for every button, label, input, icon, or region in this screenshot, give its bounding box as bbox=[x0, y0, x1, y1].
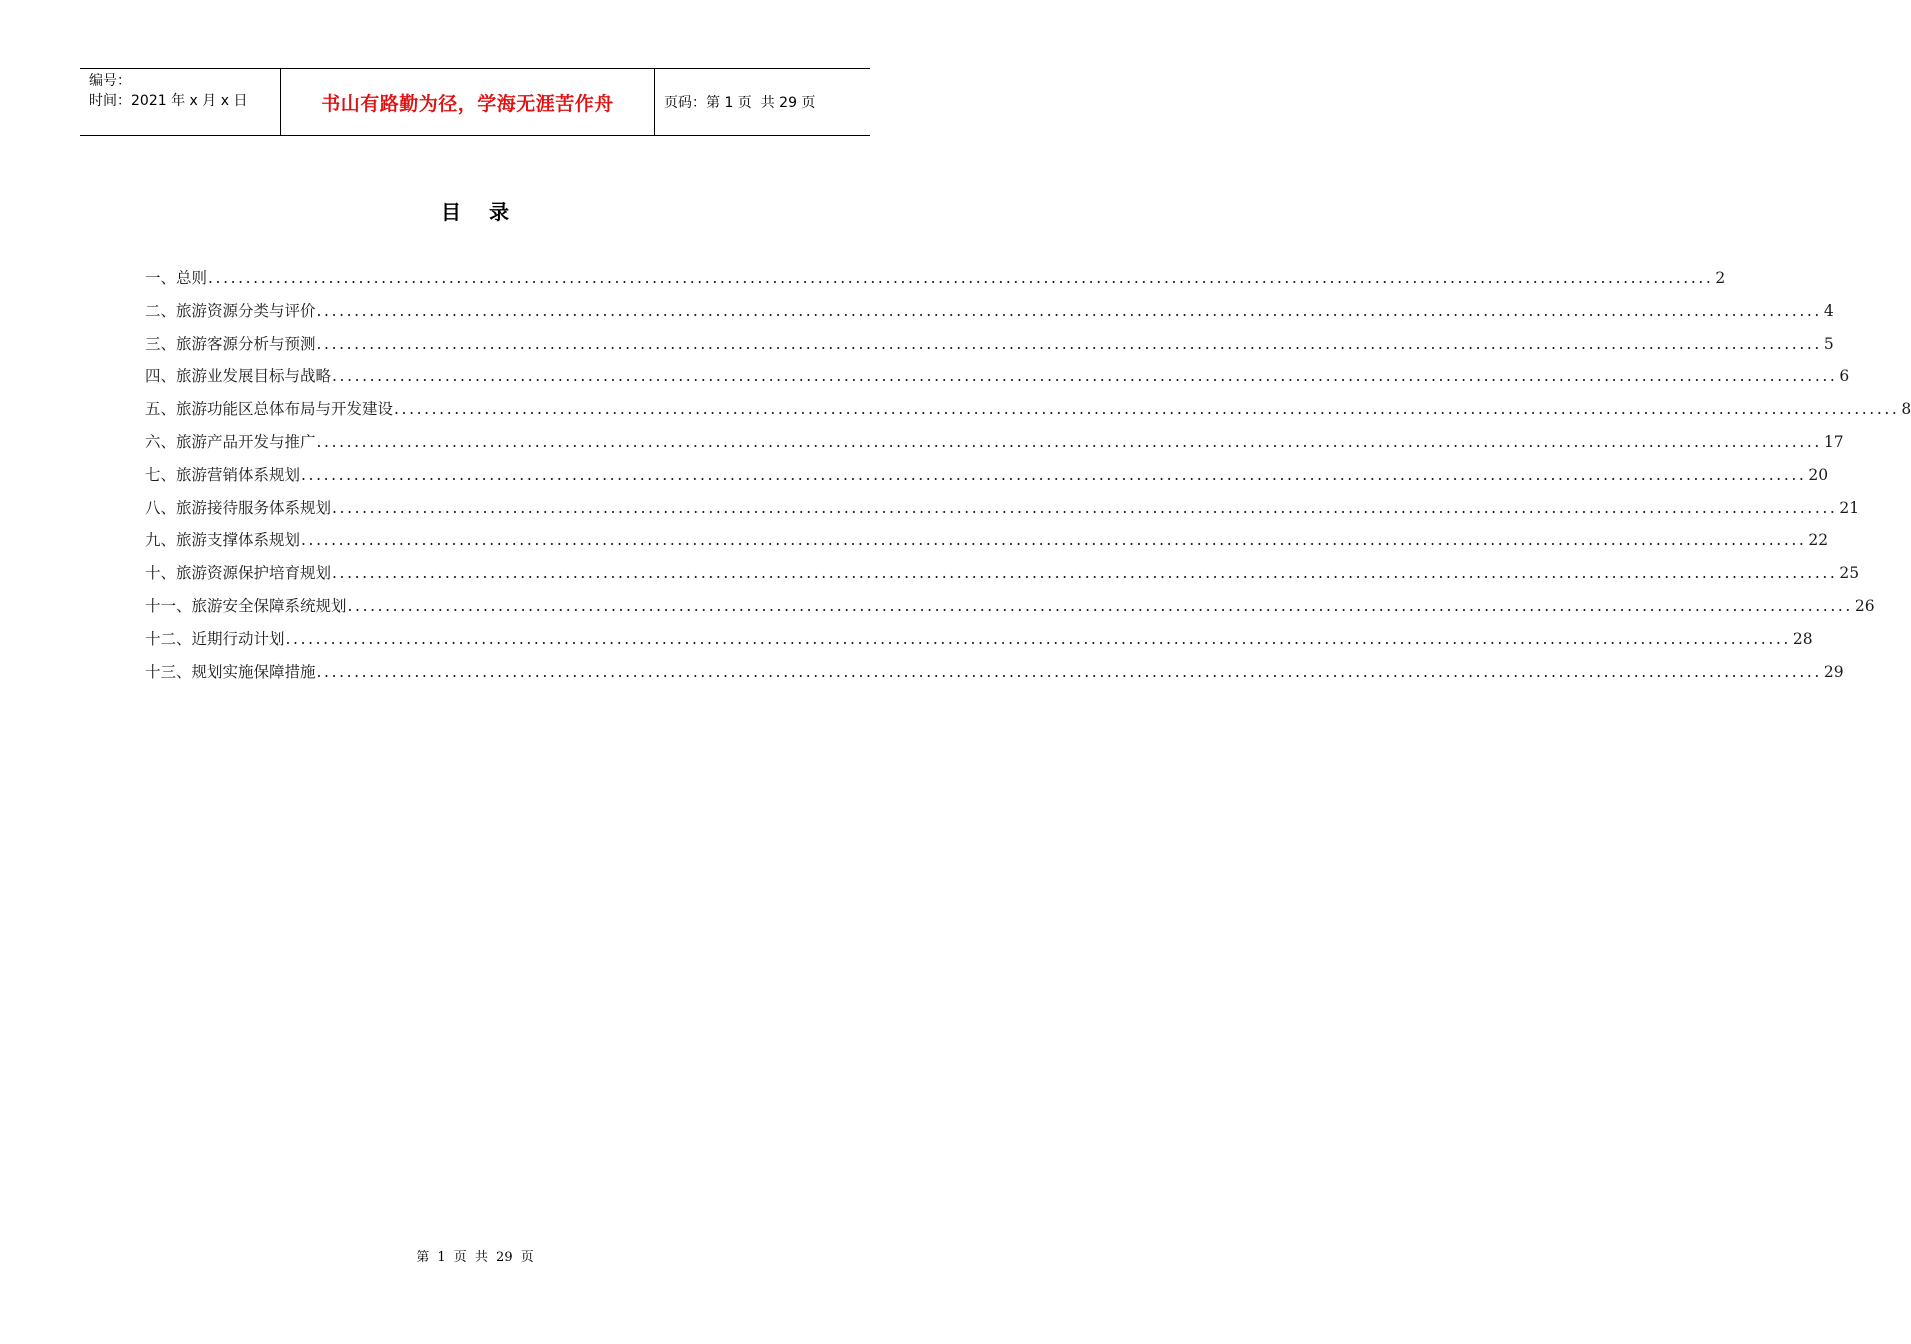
toc-entry[interactable] bbox=[145, 332, 1834, 365]
toc-dot-leader: ........................................................................................................................................................................................................ bbox=[301, 465, 1807, 484]
toc-dot-leader: ........................................................................................................................................................................................................ bbox=[332, 498, 1838, 517]
toc-entry-page: 5 bbox=[1823, 334, 1834, 353]
toc-dot-leader: ........................................................................................................................................................................................................ bbox=[316, 432, 1822, 451]
toc-entry-page: 6 bbox=[1839, 367, 1850, 386]
toc-entry-label: 八、旅游接待服务体系规划 bbox=[145, 498, 332, 517]
toc-entry-page: 20 bbox=[1808, 465, 1829, 484]
toc-entry[interactable] bbox=[145, 561, 1860, 594]
toc-dot-leader: ........................................................................................................................................................................................................ bbox=[347, 596, 1853, 615]
toc-entry-label: 一、总则 bbox=[145, 269, 208, 287]
toc-entry-label: 五、旅游功能区总体布局与开发建设 bbox=[145, 400, 394, 419]
toc-entry[interactable] bbox=[145, 463, 1829, 496]
toc-entry[interactable] bbox=[145, 266, 1726, 299]
toc-entry[interactable] bbox=[145, 627, 1813, 660]
toc-entry-label: 六、旅游产品开发与推广 bbox=[145, 432, 316, 451]
toc-dot-leader: ........................................................................................................................................................................................................ bbox=[394, 400, 1900, 419]
toc-dot-leader: ........................................................................................................................................................................................................ bbox=[316, 334, 1822, 353]
header-meta-cell bbox=[80, 69, 281, 135]
toc-entry[interactable] bbox=[145, 594, 1875, 627]
toc-entry-page: 22 bbox=[1808, 531, 1829, 550]
date-label: 时间：2021 年 x 月 x 日 bbox=[89, 93, 248, 109]
code-label: 编号： bbox=[89, 73, 131, 89]
toc-entry-label: 十一、旅游安全保障系统规划 bbox=[145, 596, 347, 615]
toc-dot-leader: ........................................................................................................................................................................................................ bbox=[316, 662, 1822, 681]
table-of-contents bbox=[145, 266, 1911, 692]
motto-text: 书山有路勤为径，学海无涯苦作舟 bbox=[321, 92, 614, 115]
toc-entry[interactable] bbox=[145, 496, 1860, 529]
toc-entry-page: 25 bbox=[1839, 564, 1860, 583]
page-info-text: 页码：第 1 页 共 29 页 bbox=[664, 95, 816, 111]
toc-entry[interactable] bbox=[145, 364, 1850, 397]
toc-entry-label: 十二、近期行动计划 bbox=[145, 629, 285, 648]
toc-entry-page: 29 bbox=[1823, 662, 1844, 681]
toc-entry-page: 28 bbox=[1792, 629, 1813, 648]
toc-title: 目录 bbox=[441, 200, 537, 224]
toc-entry[interactable] bbox=[145, 430, 1844, 463]
toc-entry-label: 二、旅游资源分类与评价 bbox=[145, 301, 316, 320]
toc-entry-page: 4 bbox=[1823, 301, 1834, 320]
toc-dot-leader: ........................................................................................................................................................................................................ bbox=[332, 564, 1838, 583]
toc-dot-leader: ........................................................................................................................................................................................................ bbox=[208, 269, 1714, 287]
toc-entry-label: 十三、规划实施保障措施 bbox=[145, 662, 316, 681]
toc-entry[interactable] bbox=[145, 397, 1911, 430]
page-info-cell bbox=[655, 69, 870, 135]
toc-entry[interactable] bbox=[145, 660, 1844, 693]
toc-entry-page: 17 bbox=[1823, 432, 1844, 451]
page-footer: 第 1 页 共 29 页 bbox=[416, 1250, 534, 1265]
toc-dot-leader: ........................................................................................................................................................................................................ bbox=[316, 301, 1822, 320]
toc-entry-page: 26 bbox=[1854, 596, 1875, 615]
toc-dot-leader: ........................................................................................................................................................................................................ bbox=[301, 531, 1807, 550]
toc-entry-label: 七、旅游营销体系规划 bbox=[145, 465, 301, 484]
toc-entry-page: 21 bbox=[1839, 498, 1860, 517]
toc-entry[interactable] bbox=[145, 299, 1834, 332]
toc-entry[interactable] bbox=[145, 528, 1829, 561]
toc-entry-label: 四、旅游业发展目标与战略 bbox=[145, 367, 332, 386]
toc-entry-page: 8 bbox=[1901, 400, 1911, 419]
toc-entry-label: 九、旅游支撑体系规划 bbox=[145, 531, 301, 550]
toc-entry-label: 十、旅游资源保护培育规划 bbox=[145, 564, 332, 583]
toc-entry-page: 2 bbox=[1715, 269, 1726, 287]
toc-entry-label: 三、旅游客源分析与预测 bbox=[145, 334, 316, 353]
page-header bbox=[80, 68, 870, 136]
toc-dot-leader: ........................................................................................................................................................................................................ bbox=[285, 629, 1791, 648]
toc-dot-leader: ........................................................................................................................................................................................................ bbox=[332, 367, 1838, 386]
motto-cell bbox=[281, 69, 655, 135]
